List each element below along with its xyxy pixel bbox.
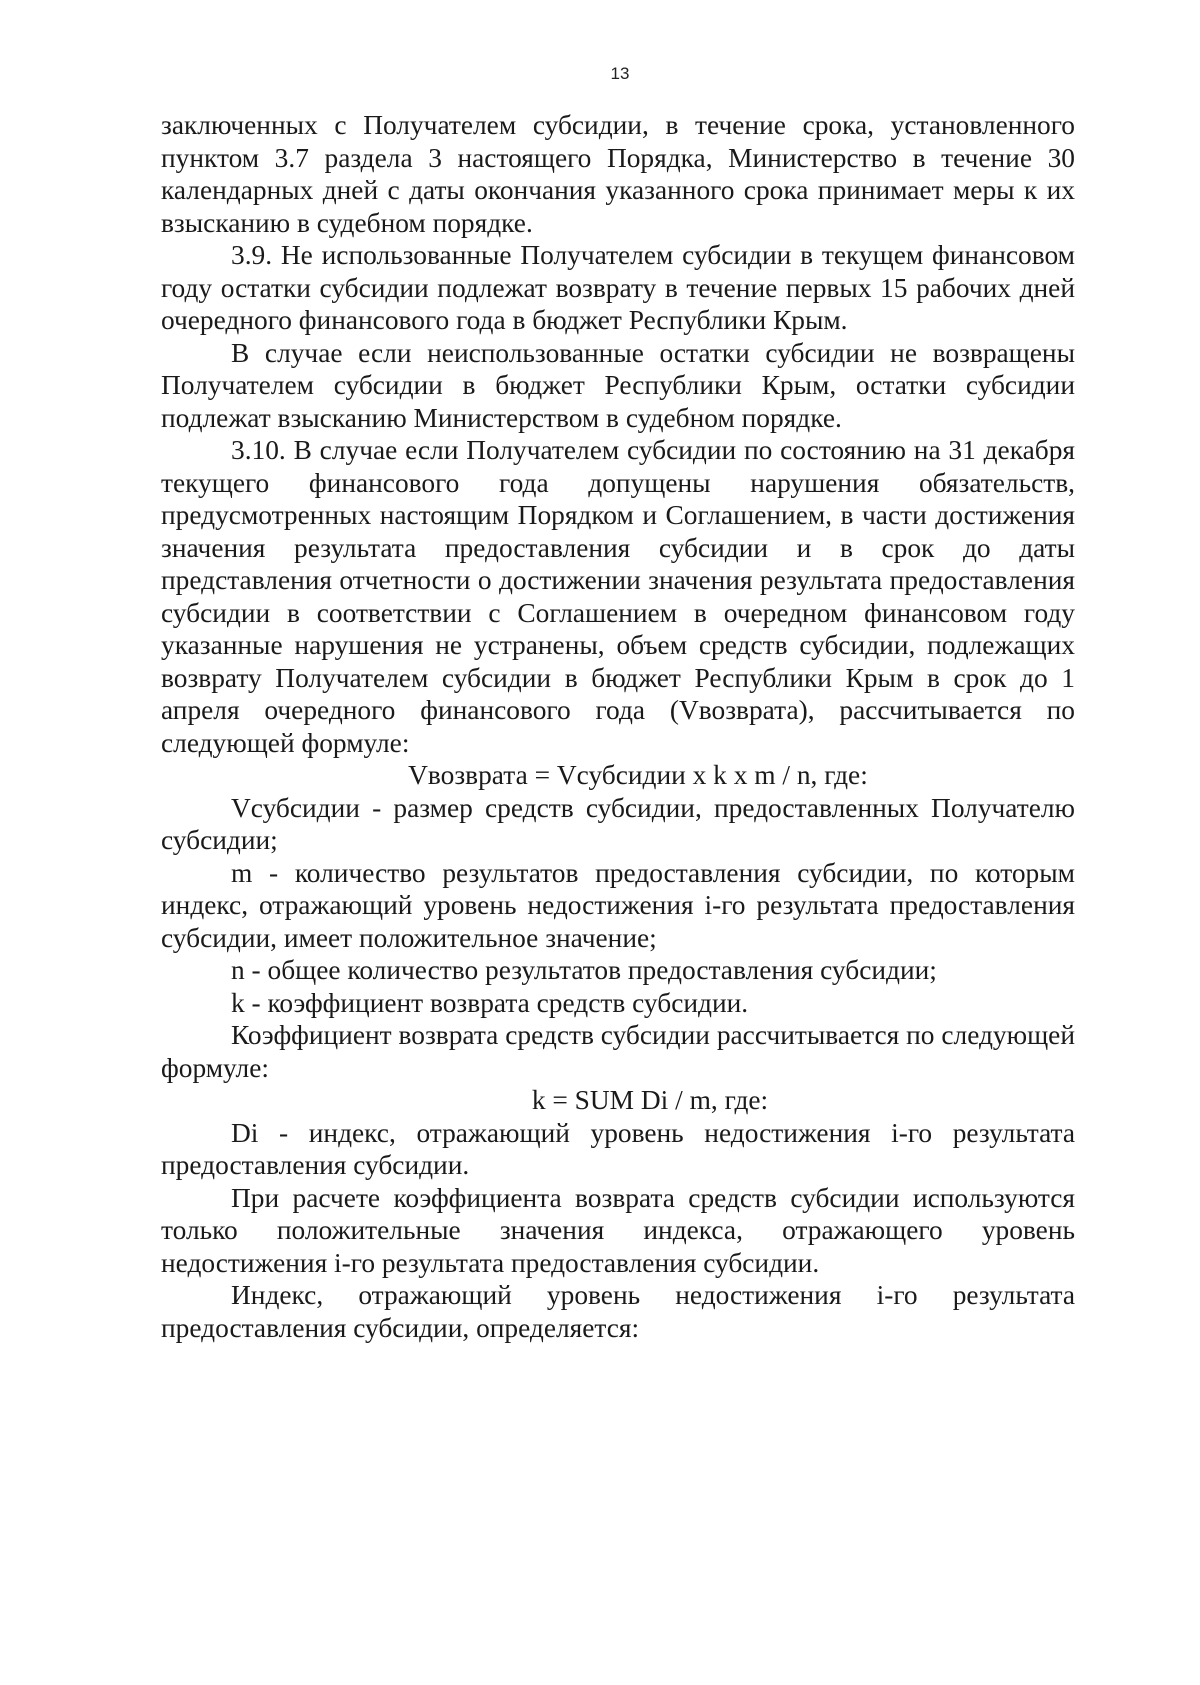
definition-m: m - количество результатов предоставления субсидии, по которым индекс, отражающий уровень недостижения i-го результата предоставления субсидии, имеет положительное значение; bbox=[161, 857, 1075, 953]
paragraph-3-9: 3.9. Не использованные Получателем субсидии в текущем финансовом году остатки субсидии подлежат возврату в течение первых 15 рабочих дней очередного финансового года в бюджет Республики Крым. bbox=[161, 240, 1075, 335]
definition-v-subsidy: Vсубсидии - размер средств субсидии, предоставленных Получателю субсидии; bbox=[161, 792, 1075, 855]
definition-n: n - общее количество результатов предоставления субсидии; bbox=[231, 955, 937, 985]
paragraph-positive-values: При расчете коэффициента возврата средств субсидии используются только положительные значения индекса, отражающего уровень недостижения i-го результата предоставления субсидии. bbox=[161, 1182, 1075, 1278]
paragraph-continuation: заключенных с Получателем субсидии, в течение срока, установленного пунктом 3.7 раздела 3 настоящего Порядка, Министерство в течение 30 календарных дней с даты окончания указанного срока принимает меры к их взысканию в судебном порядке. bbox=[161, 110, 1075, 238]
paragraph-3-10: 3.10. В случае если Получателем субсидии по состоянию на 31 декабря текущего финансового года допущены нарушения обязательств, предусмотренных настоящим Порядком и Соглашением, в части достижения значения результата предоставления субсидии и в срок до даты представления отчетности о достижении значения результата предоставления субсидии в соответствии с Соглашением в очередном финансовом году указанные нарушения не устранены, объем средств субсидии, подлежащих возврату Получателем субсидии в бюджет Республики Крым в срок до 1 апреля очередного финансового года (Vвозврата), рассчитывается по следующей формуле: bbox=[161, 435, 1075, 758]
paragraph-unreturned-balances: В случае если неиспользованные остатки субсидии не возвращены Получателем субсидии в бюджет Республики Крым, остатки субсидии подлежат взысканию Министерством в судебном порядке. bbox=[161, 337, 1075, 433]
paragraph-index-definition: Индекс, отражающий уровень недостижения i-го результата предоставления субсидии, определяется: bbox=[161, 1280, 1075, 1343]
definition-k: k - коэффициент возврата средств субсидии. bbox=[231, 987, 749, 1018]
document-body bbox=[161, 109, 1075, 1344]
page-number: 13 bbox=[610, 64, 630, 83]
definition-di: Di - индекс, отражающий уровень недостижения i-го результата предоставления субсидии. bbox=[161, 1117, 1075, 1180]
paragraph-coefficient-intro: Коэффициент возврата средств субсидии рассчитывается по следующей формуле: bbox=[161, 1020, 1075, 1083]
formula-coefficient: k = SUM Di / m, где: bbox=[531, 1085, 769, 1115]
formula-refund-volume: Vвозврата = Vсубсидии x k x m / n, где: bbox=[408, 760, 868, 790]
